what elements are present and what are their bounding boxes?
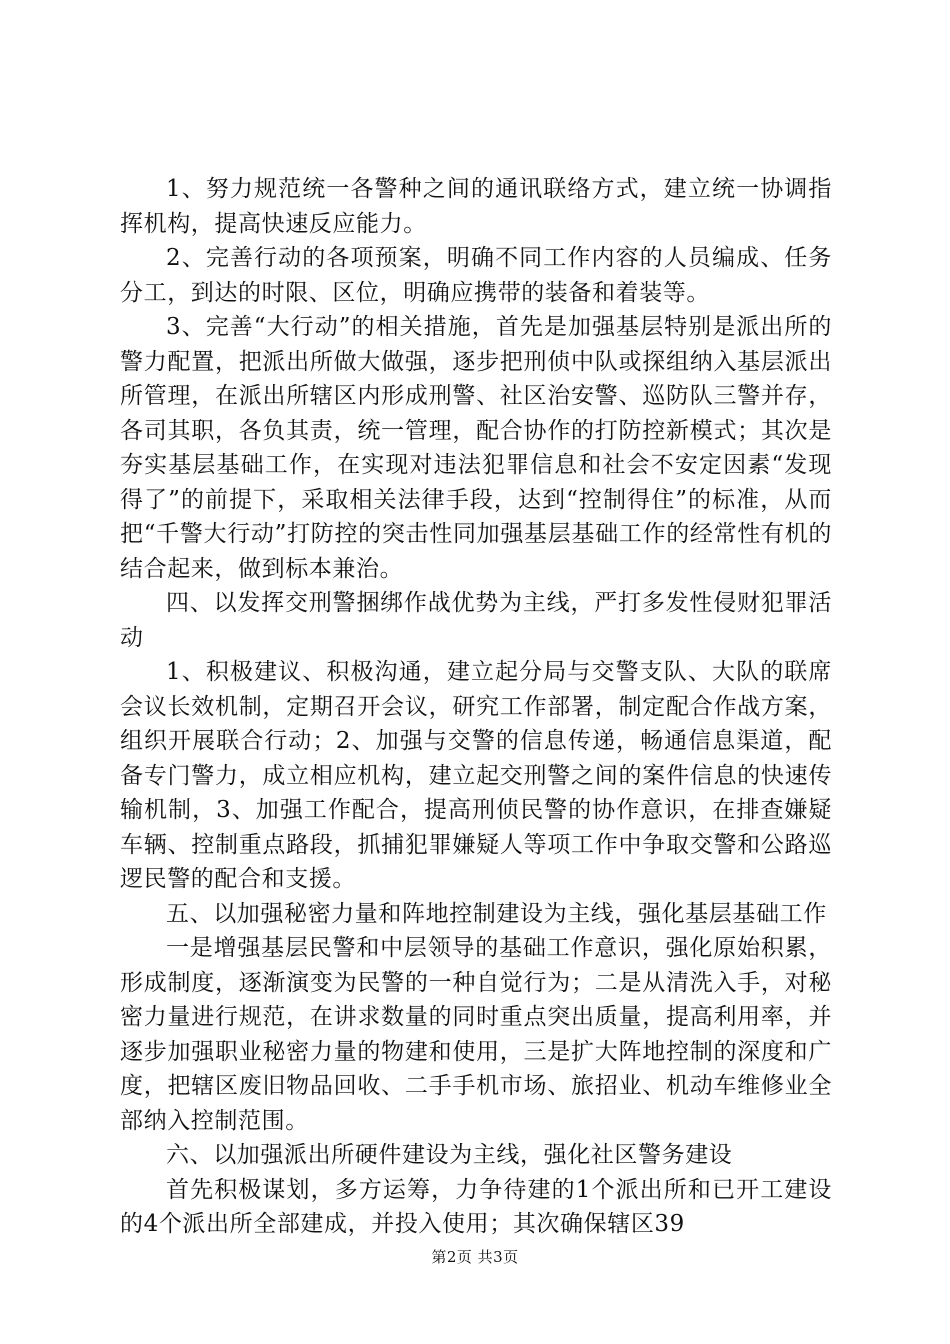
paragraph-2: 2、完善行动的各项预案，明确不同工作内容的人员编成、任务分工，到达的时限、区位，明确应携带的装备和着装等。 <box>120 245 832 306</box>
page-footer: 第2页 共3页 <box>431 1248 519 1266</box>
section-heading-4: 四、以发挥交刑警捆绑作战优势为主线，严打多发性侵财犯罪活动 <box>120 590 832 651</box>
section-heading-5: 五、以加强秘密力量和阵地控制建设为主线，强化基层基础工作 <box>166 900 827 927</box>
paragraph-7: 一是增强基层民警和中层领导的基础工作意识，强化原始积累，形成制度，逐渐演变为民警的一种自觉行为；二是从清洗入手，对秘密力量进行规范，在讲求数量的同时重点突出质量，提高利用率，并逐步加强职业秘密力量的物建和使用，三是扩大阵地控制的深度和广度，把辖区废旧物品回收、二手手机市场、旅招业、机动车维修业全部纳入控制范围。 <box>120 935 832 1134</box>
paragraph-9: 首先积极谋划，多方运筹，力争待建的1个派出所和已开工建设的4个派出所全部建成，并投入使用；其次确保辖区39 <box>120 1176 832 1237</box>
paragraph-1: 1、努力规范统一各警种之间的通讯联络方式，建立统一协调指挥机构，提高快速反应能力。 <box>120 176 832 237</box>
section-heading-6: 六、以加强派出所硬件建设为主线，强化社区警务建设 <box>166 1142 733 1168</box>
document-body <box>120 172 832 1242</box>
paragraph-5: 1、积极建议、积极沟通，建立起分局与交警支队、大队的联席会议长效机制，定期召开会议，研究工作部署，制定配合作战方案，组织开展联合行动；2、加强与交警的信息传递，畅通信息渠道，配备专门警力，成立相应机构，建立起交刑警之间的案件信息的快速传输机制，3、加强工作配合，提高刑侦民警的协作意识，在排查嫌疑车辆、控制重点路段，抓捕犯罪嫌疑人等项工作中争取交警和公路巡逻民警的配合和支援。 <box>120 659 832 892</box>
paragraph-3: 3、完善“大行动”的相关措施，首先是加强基层特别是派出所的警力配置，把派出所做大做强，逐步把刑侦中队或探组纳入基层派出所管理，在派出所辖区内形成刑警、社区治安警、巡防队三警并存，各司其职，各负其责，统一管理，配合协作的打防控新模式；其次是夯实基层基础工作，在实现对违法犯罪信息和社会不安定因素“发现得了”的前提下，采取相关法律手段，达到“控制得住”的标准，从而把“千警大行动”打防控的突击性同加强基层基础工作的经常性有机的结合起来，做到标本兼治。 <box>120 314 832 582</box>
